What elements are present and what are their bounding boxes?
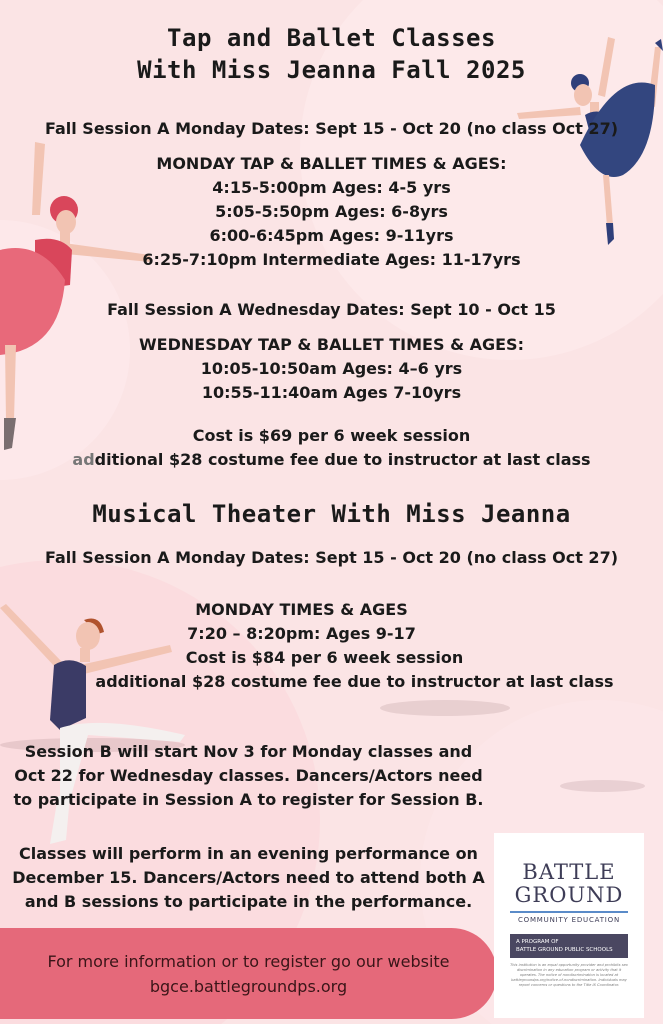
title-line-1: Tap and Ballet Classes bbox=[167, 24, 496, 52]
tap-cost-block bbox=[0, 424, 663, 472]
logo-community-education: COMMUNITY EDUCATION bbox=[517, 916, 621, 924]
logo-program-box bbox=[510, 934, 628, 958]
tap-wednesday-dates: Fall Session A Wednesday Dates: Sept 10 - Oct 15 bbox=[107, 300, 556, 319]
performance-line: and B sessions to participate in the performance. bbox=[24, 892, 473, 911]
musical-costume-fee: additional $28 costume fee due to instructor at last class bbox=[95, 672, 614, 691]
tap-costume-fee-prefix: ad bbox=[72, 450, 95, 469]
tap-monday-time: 5:05-5:50pm Ages: 6-8yrs bbox=[215, 202, 448, 221]
logo-divider bbox=[510, 911, 628, 913]
logo-program-line-2: BATTLE GROUND PUBLIC SCHOOLS bbox=[516, 947, 613, 953]
logo-line-2: GROUND bbox=[514, 883, 624, 907]
performance-note bbox=[0, 842, 497, 914]
tap-wednesday-time: 10:55-11:40am Ages 7-10yrs bbox=[201, 383, 462, 402]
tap-monday-time: 4:15-5:00pm Ages: 4-5 yrs bbox=[212, 178, 451, 197]
performance-line: December 15. Dancers/Actors need to attend both A bbox=[12, 868, 485, 887]
musical-title: Musical Theater With Miss Jeanna bbox=[92, 500, 571, 528]
tap-monday-dates: Fall Session A Monday Dates: Sept 15 - Oct 20 (no class Oct 27) bbox=[44, 119, 619, 138]
tap-wednesday-heading: WEDNESDAY TAP & BALLET TIMES & AGES: bbox=[139, 335, 524, 354]
tap-wednesday-schedule bbox=[0, 333, 663, 405]
tap-monday-time: 6:25-7:10pm Intermediate Ages: 11-17yrs bbox=[142, 250, 521, 269]
page-title bbox=[0, 24, 663, 84]
logo-line-1: BATTLE bbox=[522, 860, 616, 884]
musical-cost: Cost is $84 per 6 week session bbox=[185, 648, 464, 667]
session-b-note bbox=[0, 740, 497, 812]
logo-fine-print: This institution is an equal opportunity provider and prohibits sex discrimination in any education program or activity that it operates. The notice of nondiscrimination is located at battlegroundps.org/notice-of-nondiscrimination. Individuals may report concerns or questions to the Title IX Coordinator. bbox=[510, 963, 628, 987]
tap-monday-schedule bbox=[0, 152, 663, 272]
session-b-line: Oct 22 for Wednesday classes. Dancers/Actors need bbox=[14, 766, 483, 785]
logo-wordmark bbox=[494, 861, 644, 907]
session-b-line: Session B will start Nov 3 for Monday classes and bbox=[24, 742, 473, 761]
musical-heading: MONDAY TIMES & AGES bbox=[195, 600, 408, 619]
info-banner bbox=[0, 928, 497, 1019]
title-line-2: With Miss Jeanna Fall 2025 bbox=[137, 56, 526, 84]
session-b-line: to participate in Session A to register for Session B. bbox=[13, 790, 484, 809]
musical-time: 7:20 – 8:20pm: Ages 9-17 bbox=[187, 624, 416, 643]
musical-monday-dates: Fall Session A Monday Dates: Sept 15 - Oct 20 (no class Oct 27) bbox=[44, 548, 619, 567]
battle-ground-logo bbox=[494, 833, 644, 1018]
tap-monday-time: 6:00-6:45pm Ages: 9-11yrs bbox=[209, 226, 454, 245]
performance-line: Classes will perform in an evening performance on bbox=[19, 844, 478, 863]
info-text: For more information or to register go our website bbox=[47, 951, 450, 971]
tap-costume-fee-text: ditional $28 costume fee due to instructor at last class bbox=[94, 450, 591, 469]
tap-monday-heading: MONDAY TAP & BALLET TIMES & AGES: bbox=[156, 154, 507, 173]
logo-program-line-1: A PROGRAM OF bbox=[516, 939, 559, 945]
website-link[interactable]: bgce.battlegroundps.org bbox=[149, 976, 348, 996]
tap-wednesday-time: 10:05-10:50am Ages: 4–6 yrs bbox=[200, 359, 463, 378]
tap-cost: Cost is $69 per 6 week session bbox=[192, 426, 471, 445]
tap-costume-fee bbox=[0, 448, 663, 472]
floor-shadow bbox=[380, 700, 510, 716]
floor-shadow bbox=[560, 780, 645, 792]
musical-schedule bbox=[0, 598, 663, 694]
